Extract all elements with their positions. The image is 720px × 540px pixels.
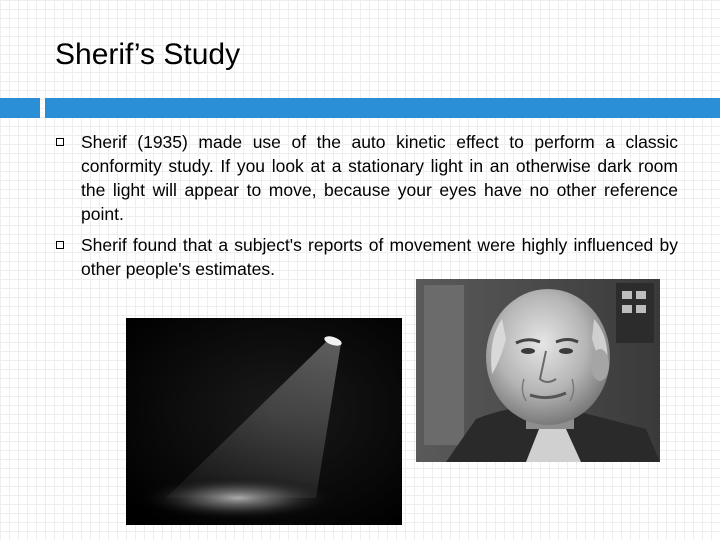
slide-title: Sherif’s Study [55,38,241,71]
bullet-text: Sherif found that a subject's reports of movement were highly influenced by other people's estimates. [81,235,678,279]
spotlight-photo [126,318,402,525]
square-bullet-icon [56,241,64,249]
bullet-item [55,130,678,226]
bullet-item [55,233,678,281]
spotlight-image [126,318,402,525]
accent-bar [45,98,720,118]
bullet-list [55,130,678,288]
accent-block [0,98,40,118]
bullet-text: Sherif (1935) made use of the auto kinetic effect to perform a classic conformity study. If you look at a stationary light in an otherwise dark room the light will appear to move, because your eyes have no other reference point. [81,132,678,224]
portrait-image [416,279,660,462]
portrait-photo [416,279,660,462]
square-bullet-icon [56,138,64,146]
